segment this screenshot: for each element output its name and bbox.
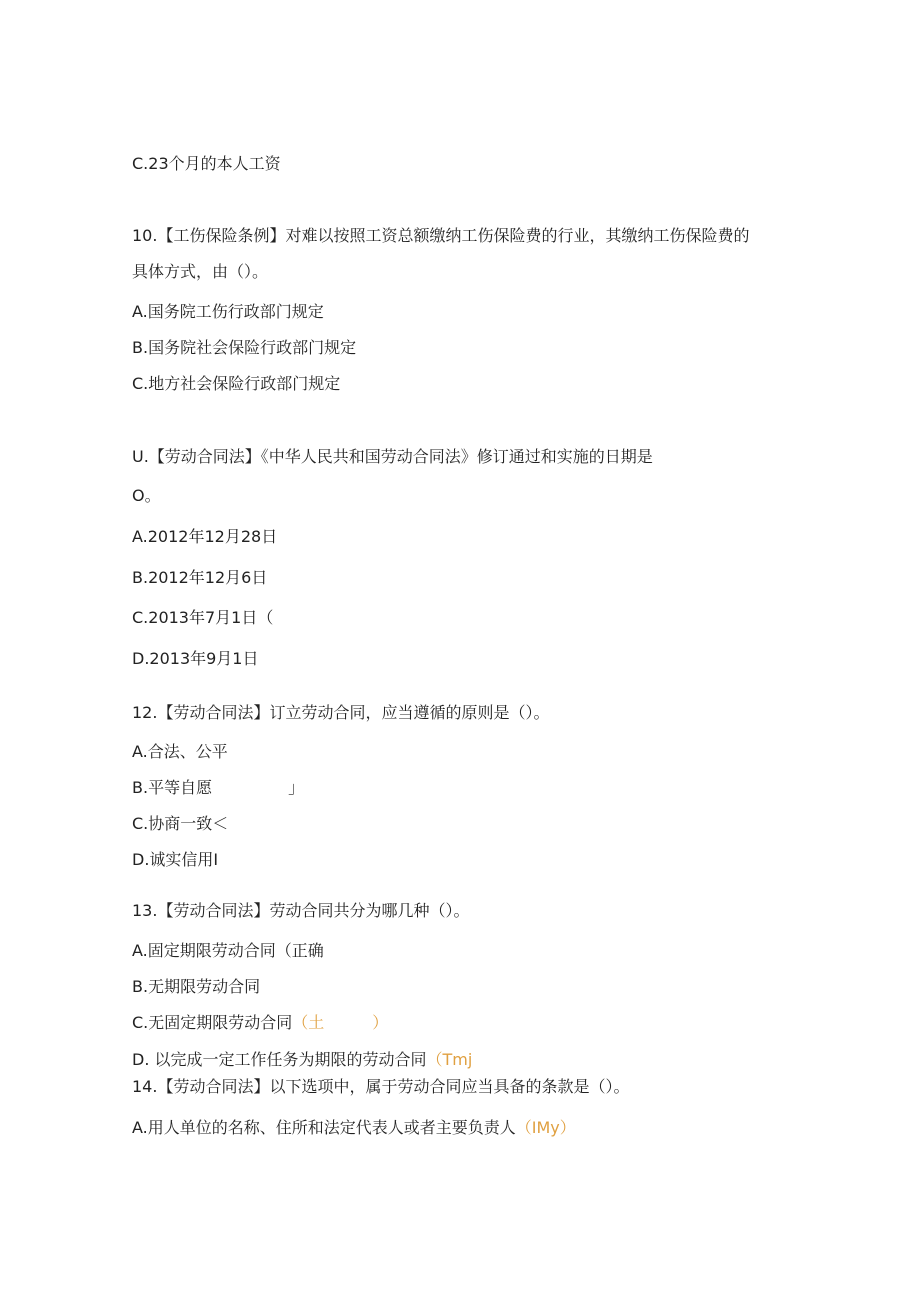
option-a-q13: A.固定期限劳动合同（正确 (132, 941, 324, 960)
question-11-line-2: O。 (132, 486, 161, 505)
question-13: 13.【劳动合同法】劳动合同共分为哪几种（）。 (132, 901, 470, 920)
option-c-q9: C.23个月的本人工资 (132, 154, 281, 173)
option-c-q13: C.无固定期限劳动合同（土 ） (132, 1013, 389, 1032)
option-b-q13: B.无期限劳动合同 (132, 977, 261, 996)
answer-annotation: （Tmj (426, 1050, 473, 1069)
option-d-q11: D.2013年9月1日 (132, 649, 259, 668)
option-a-q11: A.2012年12月28日 (132, 527, 278, 546)
option-d-q13: D. 以完成一定工作任务为期限的劳动合同（Tmj (132, 1050, 473, 1069)
question-14: 14.【劳动合同法】以下选项中，属于劳动合同应当具备的条款是（）。 (132, 1077, 630, 1096)
option-c-q11: C.2013年7月1日（ (132, 608, 274, 627)
option-c-q12: C.协商一致＜ (132, 814, 229, 833)
option-b-q12: B.平等自愿 」 (132, 778, 305, 797)
question-11-line-1: U.【劳动合同法】《中华人民共和国劳动合同法》修订通过和实施的日期是 (132, 447, 653, 466)
option-b-q10: B.国务院社会保险行政部门规定 (132, 338, 357, 357)
option-d-q12: D.诚实信用I (132, 850, 219, 869)
question-10-line-2: 具体方式，由（）。 (132, 262, 269, 281)
option-a-q12: A.合法、公平 (132, 742, 228, 761)
stray-mark: 」 (288, 778, 305, 797)
option-c-q10: C.地方社会保险行政部门规定 (132, 374, 341, 393)
answer-annotation: （IMy） (515, 1118, 576, 1137)
question-12: 12.【劳动合同法】订立劳动合同，应当遵循的原则是（）。 (132, 703, 550, 722)
option-a-q10: A.国务院工伤行政部门规定 (132, 302, 324, 321)
option-a-q14: A.用人单位的名称、住所和法定代表人或者主要负责人（IMy） (132, 1118, 576, 1137)
question-10-line-1: 10.【工伤保险条例】对难以按照工资总额缴纳工伤保险费的行业，其缴纳工伤保险费的 (132, 226, 750, 245)
answer-annotation: （土 ） (292, 1013, 389, 1032)
option-b-q11: B.2012年12月6日 (132, 568, 268, 587)
